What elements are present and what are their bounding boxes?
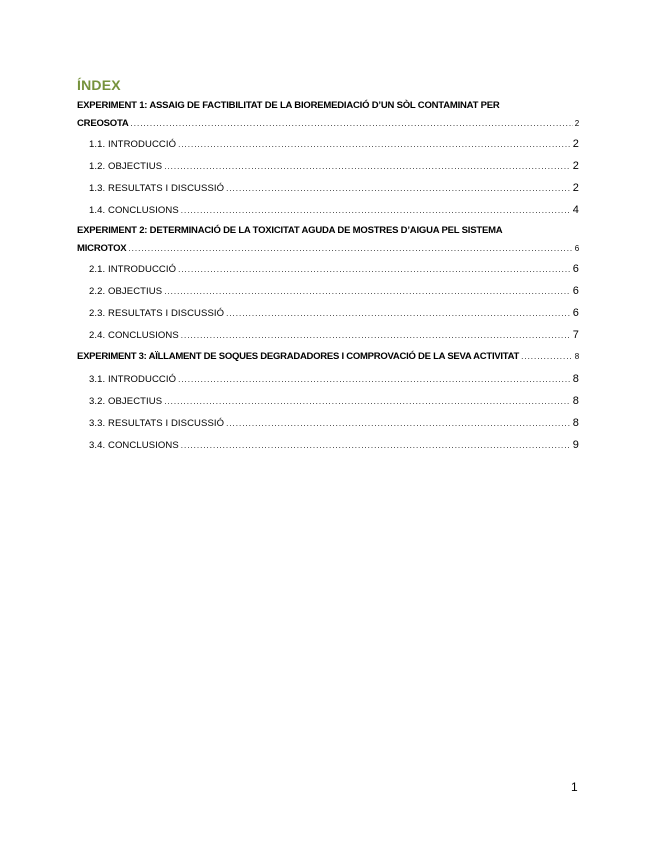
dot-leader	[181, 325, 571, 347]
toc-heading-continuation: MICROTOX	[77, 243, 127, 254]
toc-page-number: 6	[574, 244, 579, 253]
toc-label: 3.2. OBJECTIUS	[89, 396, 163, 407]
dot-leader	[178, 369, 571, 391]
toc-entry-1-2[interactable]	[77, 155, 579, 177]
dot-leader	[521, 346, 573, 368]
dot-leader	[164, 391, 571, 413]
dot-leader	[128, 240, 572, 258]
index-title: ÍNDEX	[77, 77, 121, 93]
toc-page-number: 4	[572, 204, 579, 216]
toc-heading-line: EXPERIMENT 1: ASSAIG DE FACTIBILITAT DE LA BIOREMEDIACIÓ D’UN SÒL CONTAMINAT PER	[77, 100, 500, 111]
toc-heading-line: EXPERIMENT 3: AÏLLAMENT DE SOQUES DEGRADADORES I COMPROVACIÓ DE LA SEVA ACTIVITAT	[77, 351, 520, 362]
toc-page-number: 8	[572, 373, 579, 385]
page-number: 1	[571, 780, 578, 794]
dot-leader	[181, 435, 571, 457]
toc-page-number: 8	[574, 352, 579, 361]
toc-entry-1-3[interactable]	[77, 177, 579, 199]
toc-entry-2-3[interactable]	[77, 302, 579, 324]
table-of-contents	[77, 96, 579, 456]
toc-label: 1.4. CONCLUSIONS	[89, 205, 179, 216]
dot-leader	[226, 303, 571, 325]
toc-entry-1-1[interactable]	[77, 133, 579, 155]
toc-page-number: 2	[572, 182, 579, 194]
toc-page-number: 8	[572, 395, 579, 407]
dot-leader	[131, 115, 573, 133]
toc-entry-3-4[interactable]	[77, 434, 579, 456]
toc-entry-2-1[interactable]	[77, 258, 579, 280]
toc-entry-experiment-2[interactable]	[77, 221, 579, 258]
toc-label: 2.3. RESULTATS I DISCUSSIÓ	[89, 308, 225, 319]
toc-label: 3.4. CONCLUSIONS	[89, 440, 179, 451]
toc-page-number: 2	[572, 138, 579, 150]
toc-page-number: 6	[572, 307, 579, 319]
toc-page-number: 6	[572, 285, 579, 297]
toc-label: 3.1. INTRODUCCIÓ	[89, 374, 177, 385]
toc-label: 2.4. CONCLUSIONS	[89, 330, 179, 341]
toc-entry-experiment-1[interactable]	[77, 96, 579, 133]
dot-leader	[164, 281, 571, 303]
toc-label: 1.3. RESULTATS I DISCUSSIÓ	[89, 183, 225, 194]
toc-label: 2.1. INTRODUCCIÓ	[89, 264, 177, 275]
toc-entry-3-1[interactable]	[77, 368, 579, 390]
toc-label: 3.3. RESULTATS I DISCUSSIÓ	[89, 418, 225, 429]
toc-label: 1.1. INTRODUCCIÓ	[89, 139, 177, 150]
toc-page-number: 8	[572, 417, 579, 429]
toc-entry-3-2[interactable]	[77, 390, 579, 412]
toc-entry-1-4[interactable]	[77, 199, 579, 221]
toc-label: 1.2. OBJECTIUS	[89, 161, 163, 172]
toc-page-number: 7	[572, 329, 579, 341]
toc-entry-2-2[interactable]	[77, 280, 579, 302]
toc-page-number: 2	[572, 160, 579, 172]
dot-leader	[226, 413, 571, 435]
dot-leader	[164, 156, 571, 178]
toc-label: 2.2. OBJECTIUS	[89, 286, 163, 297]
toc-entry-2-4[interactable]	[77, 324, 579, 346]
dot-leader	[181, 200, 571, 222]
toc-heading-line: EXPERIMENT 2: DETERMINACIÓ DE LA TOXICITAT AGUDA DE MOSTRES D’AIGUA PEL SISTEMA	[77, 225, 503, 236]
toc-page-number: 2	[574, 119, 579, 128]
toc-entry-experiment-3[interactable]	[77, 346, 579, 368]
dot-leader	[226, 178, 571, 200]
toc-heading-continuation: CREOSOTA	[77, 118, 129, 129]
dot-leader	[178, 259, 571, 281]
toc-entry-3-3[interactable]	[77, 412, 579, 434]
toc-page-number: 6	[572, 263, 579, 275]
toc-page-number: 9	[572, 439, 579, 451]
dot-leader	[178, 134, 571, 156]
